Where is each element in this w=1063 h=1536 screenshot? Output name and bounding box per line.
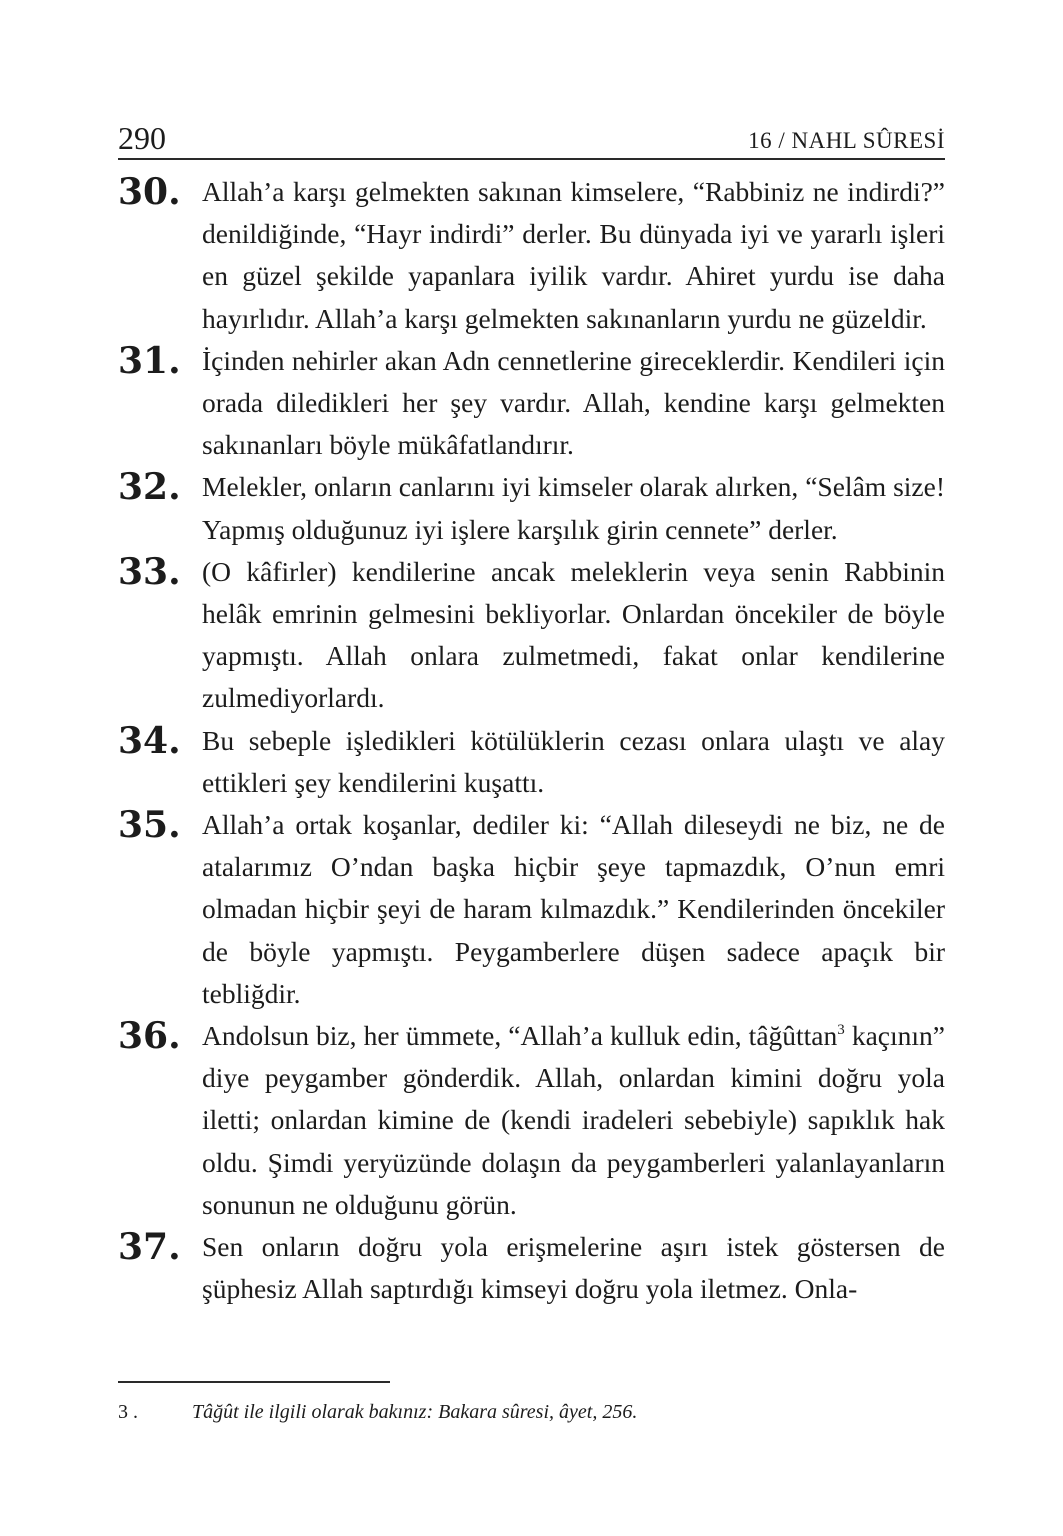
verse-number: 36. xyxy=(118,1015,181,1058)
verse-text-part: kaçının” diye peygamber gönderdik. Allah, onlardan kimini doğru yola iletti; onlardan kimine de (kendi iradeleri sebebiyle) sapıklık hak oldu. Şimdi yeryüzünde dolaşın da peygamberleri yalanlayanların sonunun ne olduğunu görün. xyxy=(202,1020,945,1220)
page-header xyxy=(118,118,945,160)
footnote-number: 3 . xyxy=(118,1401,138,1423)
verse-text-part: Andolsun biz, her ümmete, “Allah’a kulluk edin, tâğûttan xyxy=(202,1020,838,1052)
page-number: 290 xyxy=(118,120,166,156)
verse-text: Sen onların doğru yola erişmelerine aşırı istek göstersen de şüphesiz Allah saptırdığı kimseyi doğru yola iletmez. Onla- xyxy=(202,1231,945,1305)
verse-text: İçinden nehirler akan Adn cennetlerine gireceklerdir. Kendileri için orada diledikleri her şey vardır. Allah, kendine karşı gelmekten sakınanları böyle mükâfatlandırır. xyxy=(202,344,945,461)
verse-33 xyxy=(118,551,945,720)
verse-number: 32. xyxy=(118,466,181,509)
running-title: 16 / NAHL SÛRESİ xyxy=(748,128,945,153)
verse-34 xyxy=(118,720,945,804)
verse-37 xyxy=(118,1226,945,1310)
verse-number: 33. xyxy=(118,550,181,593)
verse-32 xyxy=(118,466,945,550)
verse-number: 34. xyxy=(118,719,181,762)
verse-36 xyxy=(118,1015,945,1226)
footnote-reference: 3 xyxy=(837,1022,845,1039)
verse-text: Melekler, onların canlarını iyi kimseler olarak alırken, “Selâm size! Yapmış olduğunuz iyi işlere karşılık girin cennete” derler. xyxy=(202,471,945,545)
verse-text: Allah’a ortak koşanlar, dediler ki: “Allah dileseydi ne biz, ne de atalarımız O’ndan başka hiçbir şeye tapmazdık, O’nun emri olmadan hiçbir şeyi de haram kılmazdık.” Kendilerinden öncekiler de böyle yapmıştı. Peygamberlere düşen sadece apaçık bir tebliğdir. xyxy=(202,809,945,1009)
verse-list xyxy=(118,171,945,1310)
verse-35 xyxy=(118,804,945,1015)
verse-30 xyxy=(118,171,945,340)
verse-text: (O kâfirler) kendilerine ancak meleklerin veya senin Rabbinin helâk emrinin gelmesini bekliyorlar. Onlardan öncekiler de böyle yapmıştı. Allah onlara zulmetmedi, fakat onlar kendilerine zulmediyorlardı. xyxy=(202,555,945,714)
footnote-text: Tâğût ile ilgili olarak bakınız: Bakara sûresi, âyet, 256. xyxy=(192,1401,638,1423)
verse-text: Allah’a karşı gelmekten sakınan kimselere, “Rabbiniz ne indirdi?” denildiğinde, “Hayr indirdi” derler. Bu dünyada iyi ve yararlı işleri en güzel şekilde yapanlara iyilik vardır. Ahiret yurdu ise daha hayırlıdır. Allah’a karşı gelmekten sakınanların yurdu ne güzeldir. xyxy=(202,176,945,334)
verse-number: 31. xyxy=(118,339,181,382)
verse-text: Bu sebeple işledikleri kötülüklerin cezası onlara ulaştı ve alay ettikleri şey kendilerini kuşattı. xyxy=(202,724,945,798)
verse-31 xyxy=(118,340,945,467)
footnote-divider xyxy=(118,1381,390,1383)
verse-number: 35. xyxy=(118,804,181,847)
verse-number: 30. xyxy=(118,171,181,213)
verse-text xyxy=(202,1015,945,1226)
verse-number: 37. xyxy=(118,1226,181,1269)
